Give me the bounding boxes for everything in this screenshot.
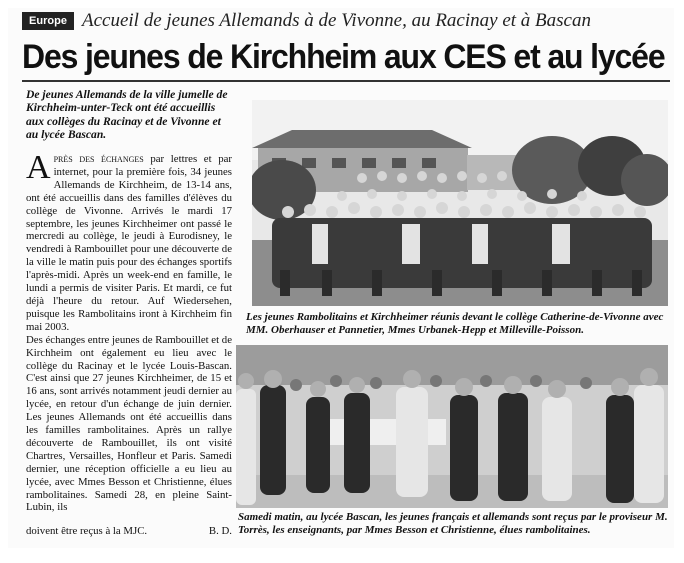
lead-caps: près des échanges	[53, 153, 144, 165]
standfirst: De jeunes Allemands de la ville jumelle de Kirchheim-unter-Teck ont été accueillis aux collèges du Racinay et de Vivonne et au lycée Bascan.	[26, 88, 228, 142]
headline-rule	[22, 80, 670, 82]
paragraph-1-text: par lettres et par internet, pour la première fois, 34 jeunes Allemands de Kirchheim, de 13-14 ans, ont été accueillis dans des familles d'élèves du collège de Vivonne. Arrivés le mardi 17 septembre, les jeunes Kirchheimer ont passé le mercredi au collège, le jeudi à Eurodisney, le vendredi à Rambouillet pour une découverte de la ville le matin puis pour des échanges sportifs l'après-midi. Après un week-end en famille, le lundi a permis de visiter Paris. Et mardi, ce fut déjà l'heure du retour. Auf Wiedersehen, puisque les Rambolitains iront à Kirchheim fin mai 2003.	[26, 153, 232, 333]
paragraph-2: Des échanges entre jeunes de Rambouillet et de Kirchheim ont également eu lieu avec le collège du Racinay et le lycée Louis-Bascan. C'est ainsi que 27 jeunes Kirchheimer, de 15 et 16 ans, sont arrivés notamment jeudi dernier au lycée, en retour d'un échange de juin dernier. Les jeunes Allemands ont été accueillis dans les familles rambolitaines. Après un rallye découverte de Rambouillet, ils ont visité Chartres, Versailles, Honfleur et Paris. Samedi dernier, une réception officielle a eu lieu au lycée, avec Mmes Besson et Christienne, élues rambolitaines. Samedi 28, en pleine Saint-Lubin, ils	[26, 333, 232, 514]
section-badge: Europe	[22, 12, 74, 30]
photo2-caption: Samedi matin, au lycée Bascan, les jeunes français et allemands sont reçus par le proviseur M. Torrès, les enseignants, par Mmes Besson et Christienne, élues rambolitaines.	[238, 511, 668, 536]
photo-reception-lycee	[236, 345, 668, 508]
headline: Des jeunes de Kirchheim aux CES et au lycée	[22, 38, 665, 76]
author-signature: B. D.	[208, 525, 232, 537]
article-body	[26, 149, 232, 514]
photo-group-college	[252, 100, 668, 306]
kicker: Accueil de jeunes Allemands à de Vivonne, au Racinay et à Bascan	[82, 10, 591, 31]
dropcap: A	[26, 149, 51, 186]
last-line: doivent être reçus à la MJC.	[26, 525, 148, 537]
closing-line	[26, 525, 232, 537]
paragraph-1	[26, 149, 232, 334]
kicker-row	[22, 10, 662, 36]
photo1-caption: Les jeunes Rambolitains et Kirchheimer réunis devant le collège Catherine-de-Vivonne avec MM. Oberhauser et Pannetier, Mmes Urbanek-Hepp et Milleville-Poisson.	[246, 311, 664, 336]
